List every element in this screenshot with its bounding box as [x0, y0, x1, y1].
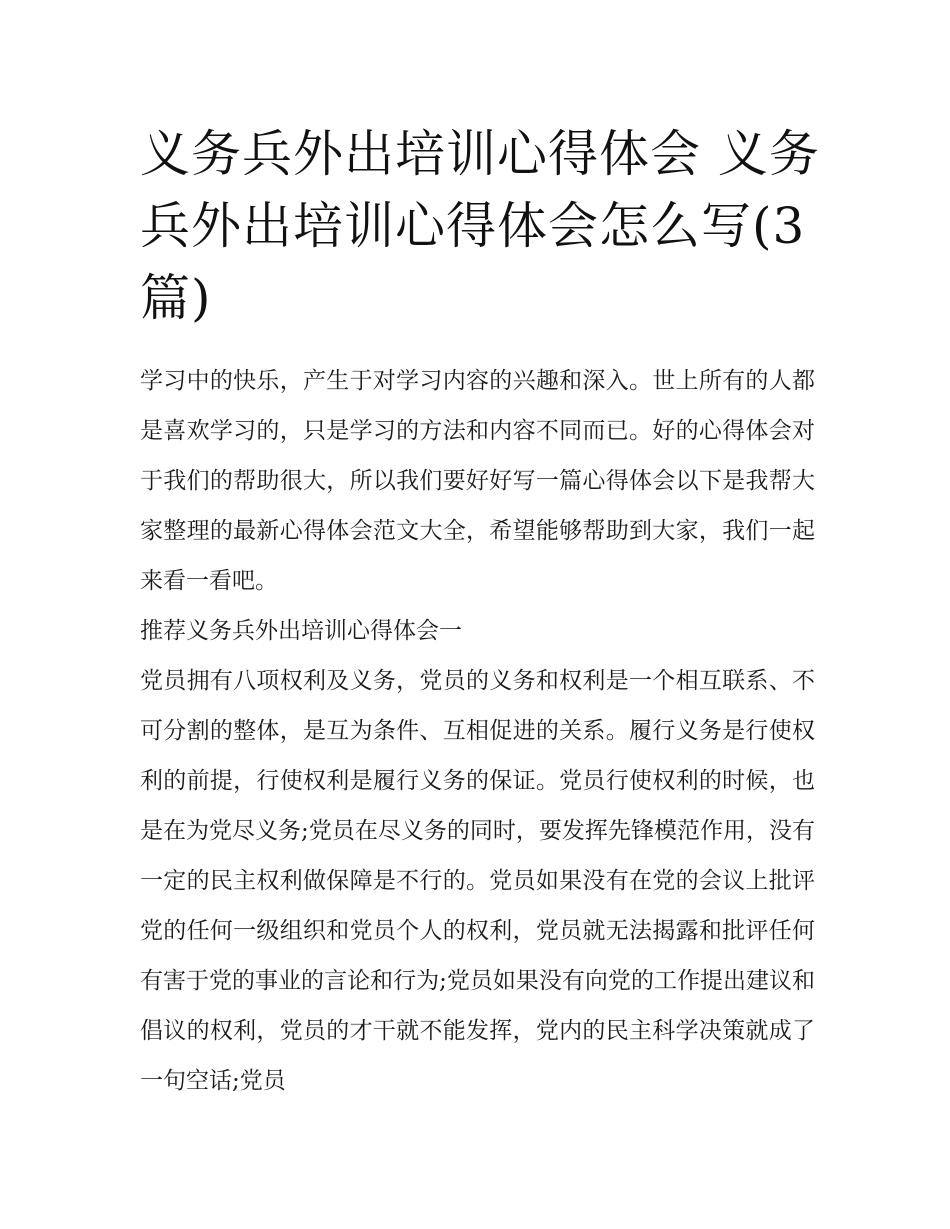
- intro-paragraph: 学习中的快乐，产生于对学习内容的兴趣和深入。世上所有的人都是喜欢学习的，只是学习的方法和内容不同而已。好的心得体会对于我们的帮助很大，所以我们要好好写一篇心得体会以下是我帮大家整理的最新心得体会范文大全，希望能够帮助到大家，我们一起来看一看吧。: [140, 368, 815, 594]
- document-title: 义务兵外出培训心得体会 义务兵外出培训心得体会怎么写(3篇): [140, 125, 820, 327]
- section-paragraph: 党员拥有八项权利及义务，党员的义务和权利是一个相互联系、不可分割的整体，是互为条件、互相促进的关系。履行义务是行使权利的前提，行使权利是履行义务的保证。党员行使权利的时候，也是在为党尽义务;党员在尽义务的同时，要发挥先锋模范作用，没有一定的民主权利做保障是不行的。党员如果没有在党的会议上批评党的任何一级组织和党员个人的权利，党员就无法揭露和批评任何有害于党的事业的言论和行为;党员如果没有向党的工作提出建议和倡议的权利，党员的才干就不能发挥，党内的民主科学决策就成了一句空话;党员: [140, 668, 815, 1094]
- document-body: [140, 356, 815, 1106]
- section-heading: 推荐义务兵外出培训心得体会一: [140, 618, 462, 644]
